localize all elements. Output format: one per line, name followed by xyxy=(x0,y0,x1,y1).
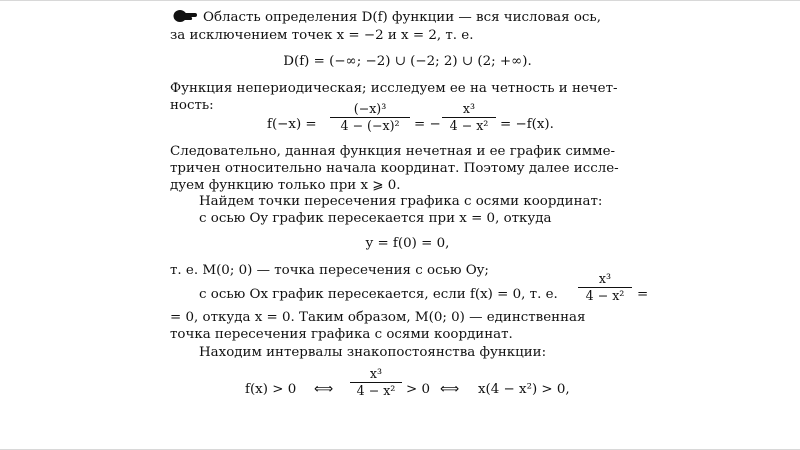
paragraph-odd-line2: тричен относительно начала координат. Поэтому далее иссле- xyxy=(170,161,619,176)
parity-equals-minus: = − xyxy=(414,117,441,132)
sign-fraction xyxy=(578,272,632,303)
fraction-denominator: 4 − x² xyxy=(585,288,625,303)
paragraph-ox-line1: с осью Ox график пересекается, если f(x) = 0, т. е. xyxy=(199,287,558,302)
paragraph-odd-line1: Следовательно, данная функция нечетная и ее график симме- xyxy=(170,144,616,159)
parity-rhs: = −f(x). xyxy=(500,117,554,132)
fraction-numerator: (−x)³ xyxy=(353,101,387,116)
iff-arrow-icon: ⟺ xyxy=(314,382,334,397)
inequality-fraction xyxy=(350,367,402,398)
iff-arrow-icon: ⟺ xyxy=(440,382,460,397)
paragraph-oy-point: т. е. M(0; 0) — точка пересечения с осью Oy; xyxy=(170,263,489,278)
fraction-numerator: x³ xyxy=(598,271,612,286)
paragraph-intersect-line1: Найдем точки пересечения графика с осями координат: xyxy=(199,194,603,209)
fraction-numerator: x³ xyxy=(462,101,476,116)
inequality-middle: > 0 xyxy=(406,382,430,397)
paragraph-odd-line3: дуем функцию только при x ⩾ 0. xyxy=(170,178,401,193)
paragraph-domain-line1: Область определения D(f) функции — вся числовая ось, xyxy=(203,10,601,25)
paragraph-domain-line2: за исключением точек x = −2 и x = 2, т. е. xyxy=(170,28,474,43)
parity-fraction-1 xyxy=(330,102,410,133)
pointing-hand-icon xyxy=(172,8,198,24)
fraction-numerator: x³ xyxy=(369,366,383,381)
parity-lhs: f(−x) = xyxy=(267,117,317,132)
domain-equation: D(f) = (−∞; −2) ∪ (−2; 2) ∪ (2; +∞). xyxy=(283,54,532,69)
sign-fraction-equals: = xyxy=(637,287,649,302)
parity-fraction-2 xyxy=(442,102,496,133)
paragraph-intersect-line2: с осью Oy график пересекается при x = 0, откуда xyxy=(199,211,552,226)
paragraph-sign-intervals: Находим интервалы знакопостоянства функции: xyxy=(199,345,547,360)
paragraph-ox-line3: точка пересечения графика с осями координат. xyxy=(170,327,513,342)
fraction-denominator: 4 − x² xyxy=(356,383,396,398)
y-intercept-equation: y = f(0) = 0, xyxy=(365,236,450,251)
fraction-denominator: 4 − x² xyxy=(449,118,489,133)
inequality-lhs: f(x) > 0 xyxy=(245,382,297,397)
inequality-rhs: x(4 − x²) > 0, xyxy=(478,382,570,397)
paragraph-parity-line1: Функция непериодическая; исследуем ее на четность и нечет- xyxy=(170,81,618,96)
fraction-denominator: 4 − (−x)² xyxy=(340,118,400,133)
paragraph-parity-line2: ность: xyxy=(170,98,214,113)
paragraph-ox-line2: = 0, откуда x = 0. Таким образом, M(0; 0) — единственная xyxy=(170,310,586,325)
